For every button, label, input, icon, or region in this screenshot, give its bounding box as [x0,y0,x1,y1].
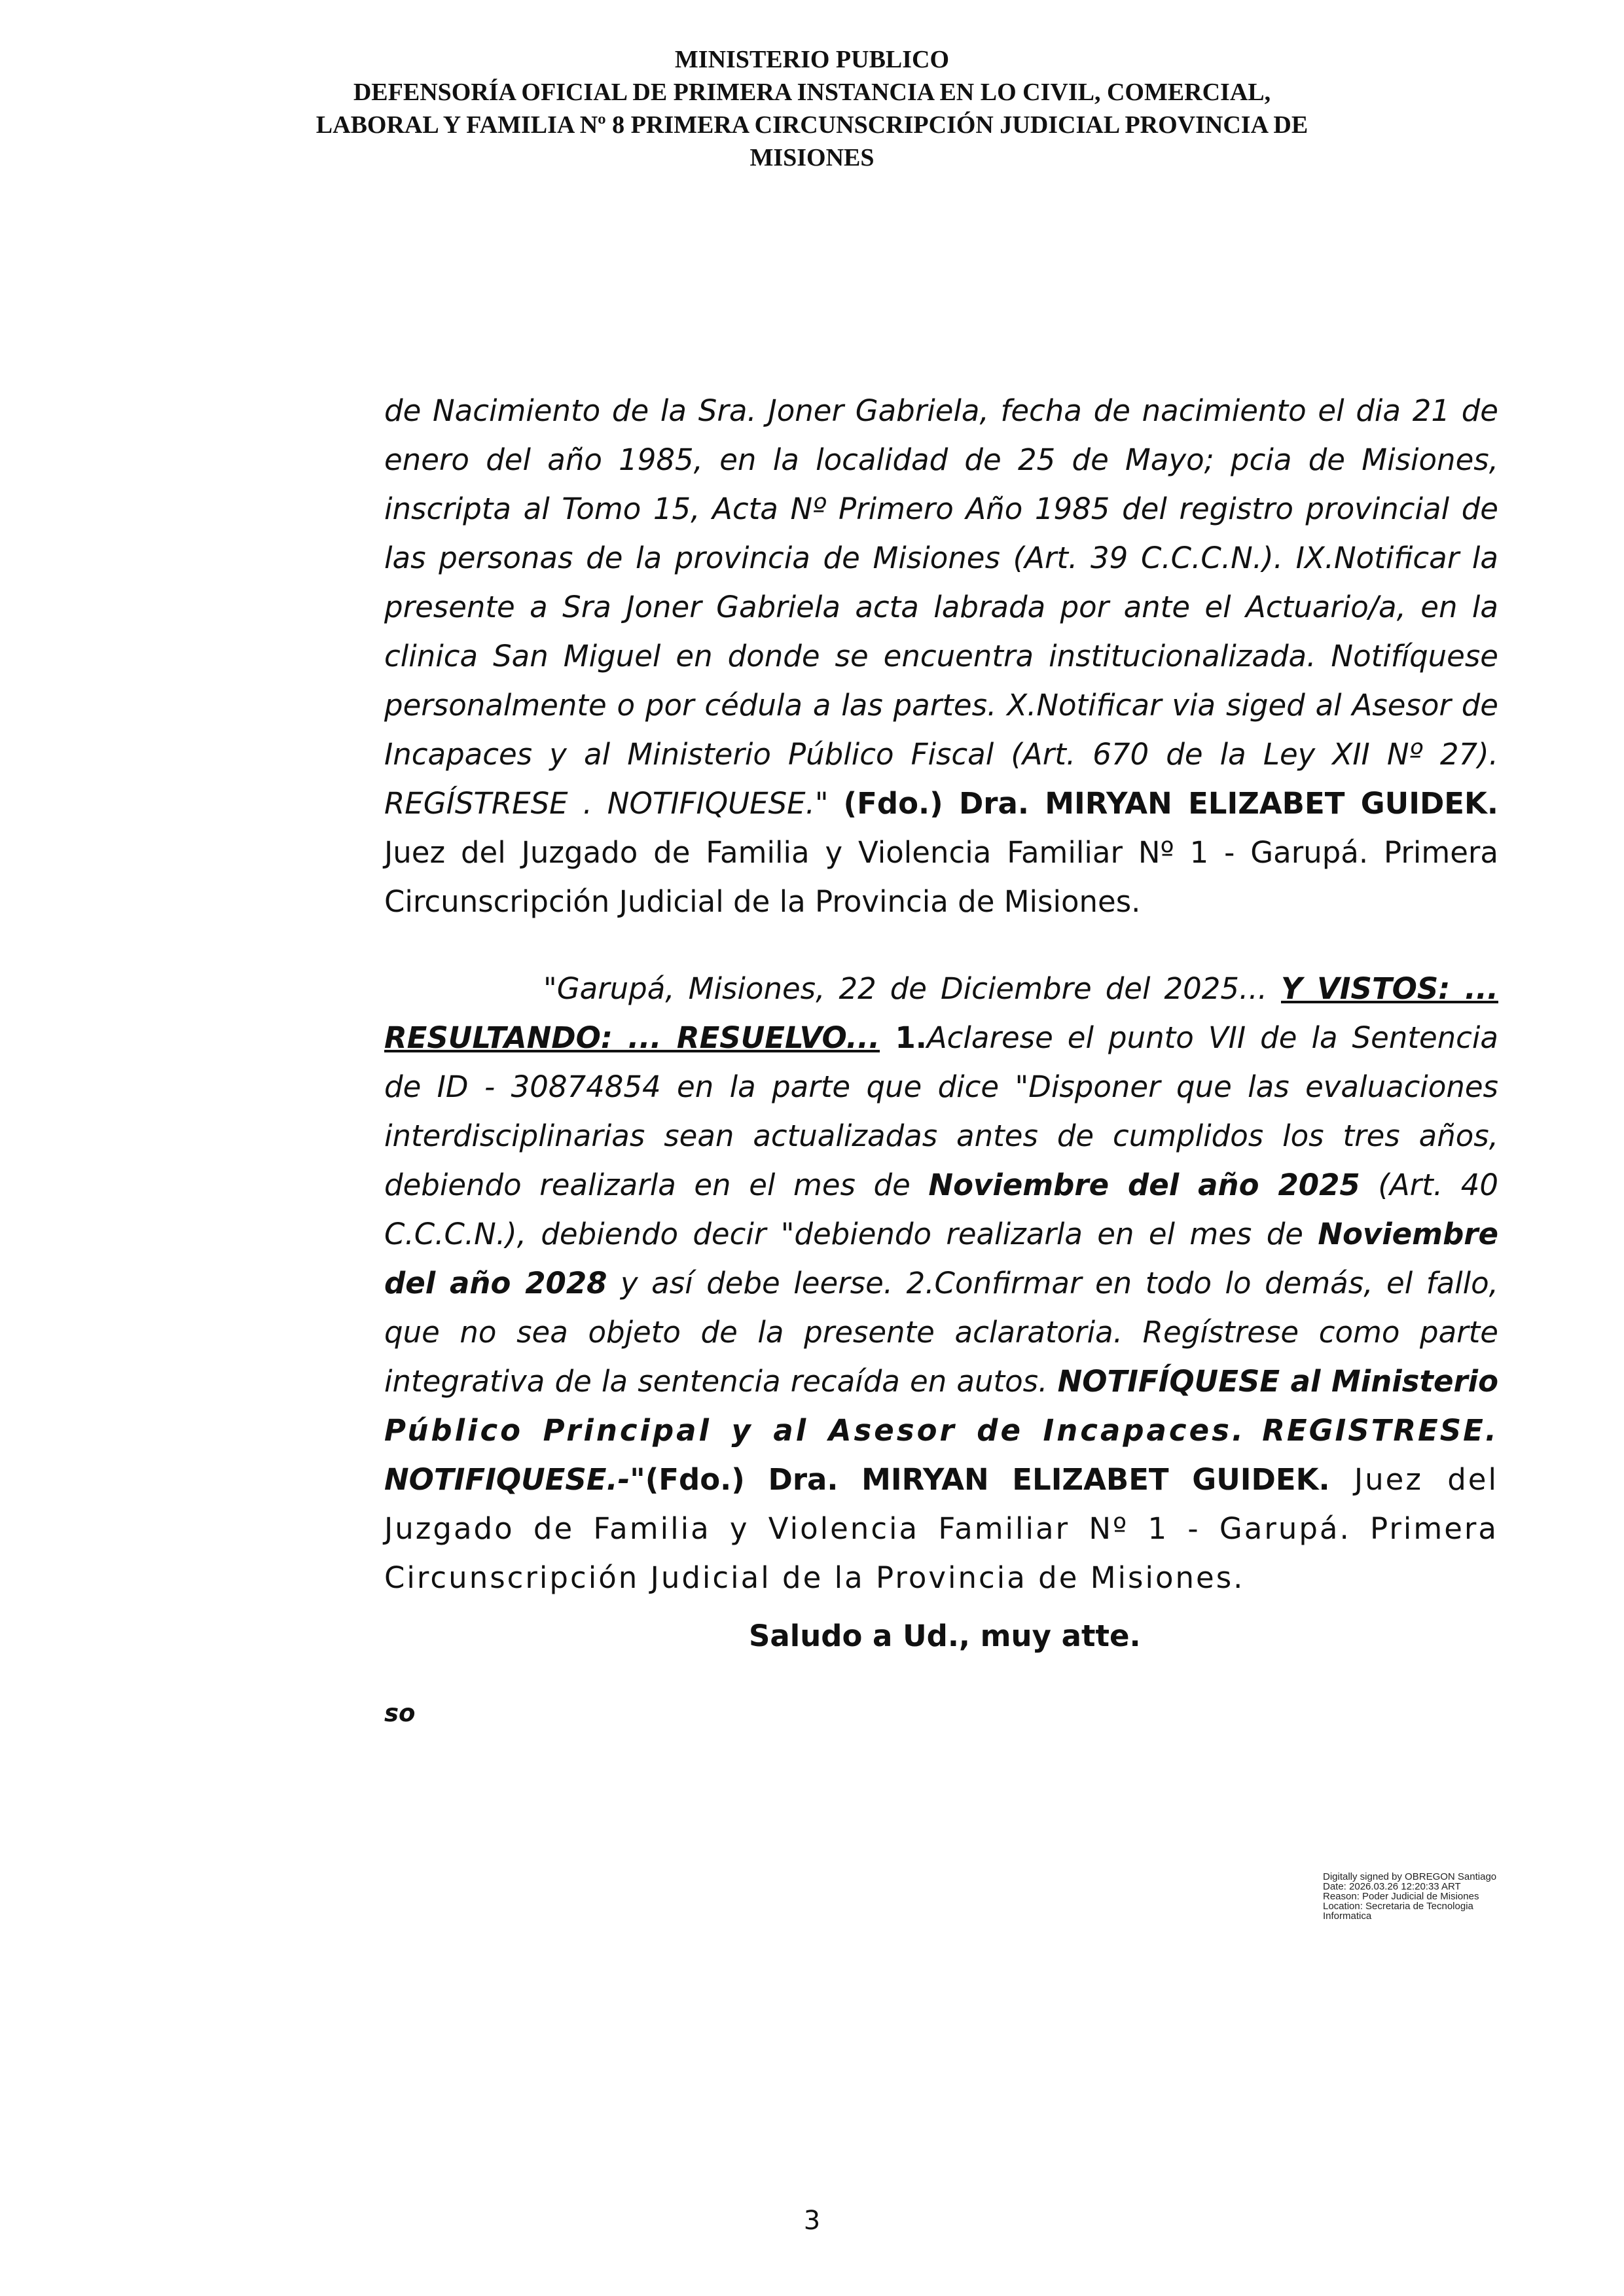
point-1-number: 1. [880,1020,927,1055]
paragraph-clarification [384,964,1498,1602]
signature-location-cont: Informatica [1323,1910,1372,1922]
signature-reference-2: "(Fdo.) Dra. MIRYAN ELIZABET GUIDEK. [630,1462,1330,1497]
header-office-line-1: DEFENSORÍA OFICIAL DE PRIMERA INSTANCIA EN LO CIVIL, COMERCIAL, [353,79,1271,106]
notification-order-start: NOTIFÍQUESE al Ministerio [1057,1364,1498,1399]
header-ministry: MINISTERIO PUBLICO [674,46,950,73]
correction-text: (Art. 40 C.C.C.N.), debiendo decir "debiendo realizarla en el mes de [384,1168,1498,1251]
signature-location: Location: Secretaria de Tecnologia [1323,1901,1473,1912]
signature-signed-by: Digitally signed by OBREGON Santiago [1323,1871,1497,1882]
notification-order-end: Público Principal y al Asesor de Incapaces. [384,1413,1246,1448]
original-date: Noviembre del año 2025 [928,1168,1360,1202]
page-number: 3 [803,2206,821,2236]
header-office-line-3: MISIONES [749,144,875,171]
vistos-heading: Y VISTOS: ... [1280,971,1498,1006]
signature-reason: Reason: Poder Judicial de Misiones [1323,1891,1479,1902]
resultando-heading: RESULTANDO: ... RESUELVO... [384,1020,880,1055]
document-body [384,386,1498,1602]
document-header [0,43,1624,174]
digital-signature-block [1323,1872,1496,1921]
registrese-order: REGISTRESE. [1262,1413,1498,1448]
notifiquese-order: NOTIFIQUESE.- [384,1462,630,1497]
judge-title-2: Juez del Juzgado de Familia y Violencia Familiar Nº 1 - Garupá. Primera Circunscripción Judicial de la Provincia de Misiones. [384,1462,1498,1595]
confirmation-text: y así debe leerse. 2.Confirmar en todo lo demás, el fallo, que no sea objeto de la presente aclaratoria. Regístrese como parte integrativa de la sentencia recaída en autos. [384,1266,1498,1399]
paragraph-quoted-sentence [384,386,1498,926]
judge-title: Juez del Juzgado de Familia y Violencia Familiar Nº 1 - Garupá. Primera Circunscripción Judicial de la Provincia de Misiones. [384,835,1498,919]
quoted-sentence-text: de Nacimiento de la Sra. Joner Gabriela, fecha de nacimiento el dia 21 de enero del año 1985, en la localidad de 25 de Mayo; pcia de Misiones, inscripta al Tomo 15, Acta Nº Primero Año 1985 del registro provincial de las personas de la provincia de Misiones (Art. 39 C.C.C.N.). IX.Notificar la presente a Sra Joner Gabriela acta labrada por ante el Actuario/a, en la clinica San Miguel en donde se encuentra institucionalizada. Notifíquese personalmente o por cédula a las partes. X.Notificar via siged al Asesor de Incapaces y al Ministerio Público Fiscal (Art. 670 de la Ley XII Nº 27). REGÍSTRESE . NOTIFIQUESE. [384,393,1498,821]
signature-reference: (Fdo.) Dra. MIRYAN ELIZABET GUIDEK. [843,786,1499,821]
signature-date: Date: 2026.03.26 12:20:33 ART [1323,1881,1461,1892]
quote-close: " [814,786,829,821]
clarification-opening: "Garupá, Misiones, 22 de Diciembre del 2025... [543,971,1281,1006]
author-initials: so [384,1699,416,1727]
header-office-line-2: LABORAL Y FAMILIA Nº 8 PRIMERA CIRCUNSCRIPCIÓN JUDICIAL PROVINCIA DE [316,111,1308,139]
corrected-date: Noviembre del año 2028 [384,1217,1498,1300]
closing-salutation: Saludo a Ud., muy atte. [749,1619,1141,1653]
point-1-text: Aclarese el punto VII de la Sentencia de ID - 30874854 en la parte que dice "Disponer que las evaluaciones interdisciplinarias sean actualizadas antes de cumplidos los tres años, debiendo realizarla en el mes de [384,1020,1498,1202]
